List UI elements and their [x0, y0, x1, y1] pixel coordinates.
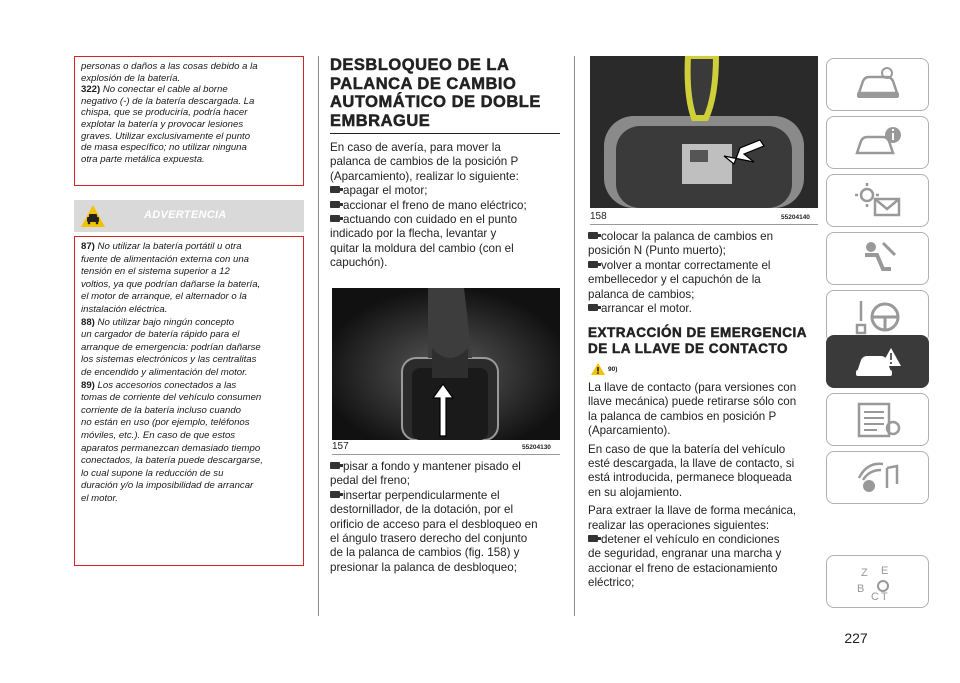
warning-header	[74, 200, 304, 232]
heading-line: PALANCA DE CAMBIO	[330, 74, 517, 93]
text-line: palanca de cambios;	[588, 287, 695, 301]
column-divider	[318, 56, 319, 616]
bullet-icon	[330, 462, 340, 469]
text-line: Para extraer la llave de forma mecánica,	[588, 504, 797, 518]
warning-triangle-icon	[590, 362, 606, 376]
note-line: arranque de emergencia: podrían dañarse	[81, 341, 261, 353]
note-line: graves. Utilizar exclusivamente el punto	[81, 130, 251, 142]
warning-title: ADVERTENCIA	[144, 209, 227, 221]
figure-rule	[332, 454, 560, 455]
bullet-icon	[588, 535, 598, 542]
note-322	[81, 84, 297, 96]
bullet-text: colocar la palanca de cambios en	[601, 230, 774, 243]
note-87	[81, 241, 297, 253]
note-line: el motor de arranque, el alternador o la	[81, 291, 247, 303]
text-line: indicado por la flecha, levantar y	[330, 227, 497, 241]
warning-reference	[590, 362, 630, 378]
bullet-item	[588, 533, 828, 547]
note-89	[81, 380, 297, 392]
note-line: no están en uso (por ejemplo, teléfonos	[81, 417, 250, 429]
bullet-item	[330, 199, 565, 213]
note-number: 322)	[81, 84, 101, 96]
figure-157-photo	[332, 288, 560, 440]
text-line: (Aparcamiento).	[588, 424, 671, 438]
index-letter: B	[857, 583, 865, 595]
tab-safety[interactable]	[826, 232, 929, 285]
text-line: accionar el freno de estacionamiento	[588, 561, 778, 575]
index-letter: T	[881, 591, 888, 602]
text-line: llave mecánica) puede retirarse sólo con	[588, 395, 797, 409]
middle-steps	[330, 460, 570, 575]
bullet-text: detener el vehículo en condiciones	[601, 533, 780, 547]
note-88	[81, 317, 297, 329]
caution-intro-line: explosión de la batería.	[81, 72, 181, 84]
text-line: de la palanca de cambios (fig. 158) y	[330, 546, 520, 560]
gear-unit-illustration	[590, 56, 818, 208]
note-line: voltios, ya que podrían dañarse la batería,	[81, 278, 261, 290]
text-line: capuchón).	[330, 256, 388, 270]
bullet-text: apagar el motor;	[343, 184, 428, 198]
bullet-text: volver a montar correctamente el	[601, 258, 771, 272]
note-line: de encendido y alimentación del motor.	[81, 366, 248, 378]
bullet-text: actuando con cuidado en el punto	[343, 213, 518, 227]
car-dashboard-icon	[853, 65, 903, 105]
steering-wheel-icon	[853, 297, 903, 337]
bullet-icon	[330, 186, 340, 193]
tab-multimedia[interactable]	[826, 451, 929, 504]
text-line: eléctrico;	[588, 576, 635, 590]
emergency-car-icon	[853, 342, 903, 382]
bullet-text: accionar el freno de mano eléctrico;	[343, 198, 527, 212]
bullet-item	[330, 213, 565, 227]
caution-intro-line: personas o daños a las cosas debido a la	[81, 61, 258, 72]
bullet-icon	[588, 232, 598, 239]
note-line: negativo (-) de la batería descargada. La	[81, 95, 255, 107]
bullet-text: pisar a fondo y mantener pisado el	[343, 460, 521, 473]
heading-rule	[330, 133, 560, 134]
text-line: (Aparcamiento), realizar lo siguiente:	[330, 169, 519, 183]
text-line: el ángulo trasero derecho del conjunto	[330, 532, 528, 546]
heading-line: AUTOMÁTICO DE DOBLE	[330, 93, 541, 111]
index-letter: E	[881, 565, 889, 577]
text-line: esté descargada, la llave de contacto, si	[588, 457, 795, 471]
note-text: No conectar el cable al borne	[102, 84, 228, 96]
car-info-icon	[853, 123, 903, 163]
text-line: En caso de que la batería del vehículo	[588, 442, 786, 456]
page-number: 227	[844, 630, 868, 646]
text-line: En caso de avería, para mover la	[330, 141, 501, 154]
note-line: lo cual supone la reducción de su	[81, 467, 224, 479]
note-text: Los accesorios conectados a las	[97, 379, 237, 391]
note-text: No utilizar bajo ningún concepto	[97, 316, 235, 328]
index-abc-icon	[853, 562, 903, 602]
intro-text	[330, 141, 565, 271]
bullet-icon	[330, 215, 340, 222]
note-number: 88)	[81, 316, 95, 328]
bullet-item	[330, 184, 565, 198]
heading-line: DE LA LLAVE DE CONTACTO	[588, 341, 788, 356]
tab-warning-lights[interactable]	[826, 174, 929, 227]
note-line: tomas de corriente del vehículo consumen	[81, 392, 262, 404]
warning-body	[74, 236, 304, 566]
note-text: No utilizar la batería portátil u otra	[97, 241, 242, 252]
bullet-icon	[588, 304, 598, 311]
text-line: posición N (Punto muerto);	[588, 244, 726, 258]
tab-emergency[interactable]	[826, 335, 929, 388]
heading-line: EXTRACCIÓN DE EMERGENCIA	[588, 325, 808, 340]
seat-airbag-icon	[853, 239, 903, 279]
text-line: quitar la moldura del cambio (con el	[330, 241, 514, 255]
note-line: corriente de la batería incluso cuando	[81, 404, 241, 416]
text-line: destornillador, de la dotación, por el	[330, 503, 514, 517]
text-line: embellecedor y el capuchón de la	[588, 273, 761, 287]
note-line: tensión en el sistema superior a 12	[81, 266, 230, 278]
bullet-item	[588, 259, 823, 273]
figure-158-code: 55204140	[781, 214, 810, 221]
note-line: conectados, la batería puede descargarse,	[81, 455, 263, 467]
note-line: duración y/o la imposibilidad de arrancar	[81, 480, 254, 492]
figure-158-number: 158	[590, 211, 607, 222]
multimedia-icon	[853, 458, 903, 498]
heading-line: EMBRAGUE	[330, 111, 431, 130]
warning-lights-icon	[853, 181, 903, 221]
bullet-icon	[330, 491, 340, 498]
text-line: palanca de cambios de la posición P	[330, 155, 519, 169]
text-line: La llave de contacto (para versiones con	[588, 381, 797, 394]
bullet-text: arrancar el motor.	[601, 302, 692, 316]
index-letter: C	[871, 591, 879, 602]
note-line: los sistemas electrónicos y las centralitas	[81, 354, 257, 366]
text-line: la palanca de cambios en posición P	[588, 409, 777, 423]
note-line: el motor.	[81, 492, 118, 504]
tab-maintenance[interactable]	[826, 393, 929, 446]
warning-car-icon	[80, 204, 106, 228]
figure-158-photo	[590, 56, 818, 208]
bullet-item	[588, 230, 823, 244]
text-line: en su alojamiento.	[588, 485, 683, 499]
text-line: orificio de acceso para el desbloqueo en	[330, 517, 538, 531]
bullet-item	[330, 489, 570, 503]
bullet-item	[330, 460, 570, 474]
note-line: un cargador de batería rápido para el	[81, 329, 240, 341]
bullet-item	[588, 302, 823, 316]
text-line: está introducida, permanece bloqueada	[588, 471, 792, 485]
right-body-text	[588, 381, 828, 591]
note-number: 89)	[81, 379, 95, 391]
tab-car-info[interactable]	[826, 116, 929, 169]
text-line: de seguridad, engranar una marcha y	[588, 547, 782, 561]
figure-157-number: 157	[332, 441, 349, 452]
note-line: chispa, que se produciría, podría hacer	[81, 107, 248, 119]
note-line: aparatos permanezcan demasiado tiempo	[81, 442, 261, 454]
note-line: otra parte metálica expuesta.	[81, 153, 205, 165]
text-line: pedal del freno;	[330, 474, 410, 488]
bullet-text: insertar perpendicularmente el	[343, 488, 500, 502]
note-line: instalación eléctrica.	[81, 303, 168, 315]
text-line: realizar las operaciones siguientes:	[588, 518, 770, 532]
tab-dashboard[interactable]	[826, 58, 929, 111]
right-steps	[588, 230, 823, 316]
maintenance-list-icon	[853, 400, 903, 440]
note-line: móviles, etc.). En caso de que estos	[81, 429, 236, 441]
figure-rule	[590, 224, 818, 225]
heading-line: DESBLOQUEO DE LA	[330, 56, 510, 74]
index-letter: Z	[861, 567, 868, 579]
tab-index[interactable]	[826, 555, 929, 608]
figure-157-code: 55204130	[522, 444, 551, 451]
gear-shifter-illustration	[332, 288, 560, 440]
bullet-icon	[330, 201, 340, 208]
note-line: de masa específico; no utilizar ninguna	[81, 142, 247, 154]
note-line: fuente de alimentación externa con una	[81, 253, 250, 265]
text-line: presionar la palanca de desbloqueo;	[330, 560, 517, 574]
note-number: 87)	[81, 241, 95, 252]
bullet-icon	[588, 261, 598, 268]
warning-ref-number: 90)	[608, 366, 618, 373]
note-line: explotar la batería y provocar lesiones	[81, 118, 244, 130]
key-extraction-heading	[588, 325, 823, 357]
section-heading	[330, 56, 570, 130]
column-divider	[574, 56, 575, 616]
battery-caution-box	[74, 56, 304, 186]
